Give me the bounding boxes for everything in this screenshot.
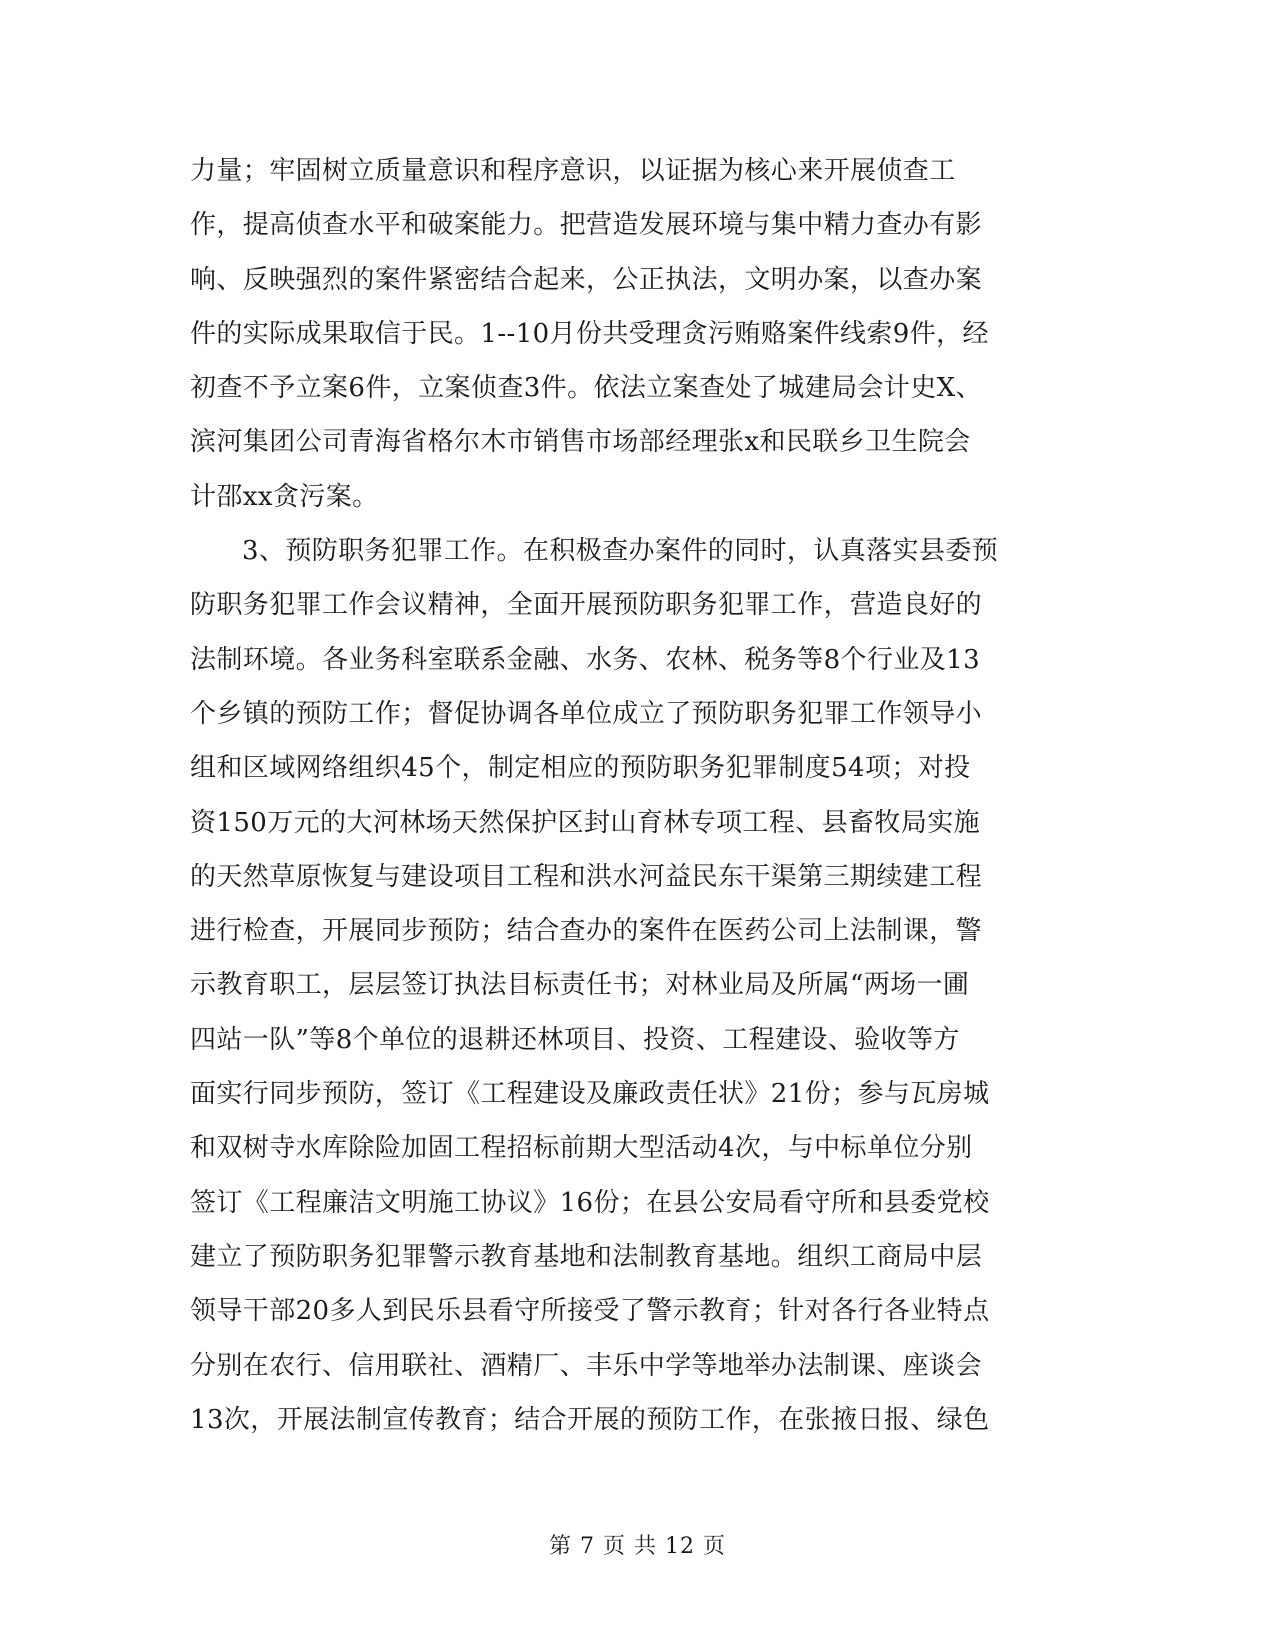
text-line: 作，提高侦查水平和破案能力。把营造发展环境与集中精力查办有影 [190,210,983,241]
text-line: 计邵xx贪污案。 [190,481,379,512]
text-line: 滨河集团公司青海省格尔木市销售市场部经理张x和民联乡卫生院会 [190,427,971,458]
text-line: 和双树寺水库除险加固工程招标前期大型活动4次，与中标单位分别 [190,1133,973,1164]
text-line: 响、反映强烈的案件紧密结合起来，公正执法，文明办案，以查办案 [190,264,983,295]
text-line: 领导干部20多人到民乐县看守所接受了警示教育；针对各行各业特点 [190,1296,990,1327]
text-line: 法制环境。各业务科室联系金融、水务、农林、税务等8个行业及13 [190,644,981,675]
body-text [190,144,1090,1447]
text-line: 四站一队”等8个单位的退耕还林项目、投资、工程建设、验收等方 [190,1024,960,1055]
text-line: 13次，开展法制宣传教育；结合开展的预防工作，在张掖日报、绿色 [190,1404,990,1435]
text-line: 进行检查，开展同步预防；结合查办的案件在医药公司上法制课，警 [190,916,983,947]
paragraph-first-line: 3、预防职务犯罪工作。在积极查办案件的同时，认真落实县委预 [242,536,999,567]
text-line: 的天然草原恢复与建设项目工程和洪水河益民东干渠第三期续建工程 [190,861,983,892]
text-line: 示教育职工，层层签订执法目标责任书；对林业局及所属“两场一圃 [190,970,970,1001]
text-line: 组和区域网络组织45个，制定相应的预防职务犯罪制度54项；对投 [190,753,971,784]
text-line: 防职务犯罪工作会议精神，全面开展预防职务犯罪工作，营造良好的 [190,590,983,621]
text-line: 件的实际成果取信于民。1--10月份共受理贪污贿赂案件线索9件，经 [190,318,989,349]
text-line: 签订《工程廉洁文明施工协议》16份；在县公安局看守所和县委党校 [190,1187,990,1218]
text-line: 资150万元的大河林场天然保护区封山育林专项工程、县畜牧局实施 [190,807,981,838]
text-line: 建立了预防职务犯罪警示教育基地和法制教育基地。组织工商局中层 [190,1241,983,1272]
text-line: 面实行同步预防，签订《工程建设及廉政责任状》21份；参与瓦房城 [190,1079,990,1110]
text-line: 力量；牢固树立质量意识和程序意识，以证据为核心来开展侦查工 [190,156,956,186]
text-line: 个乡镇的预防工作；督促协调各单位成立了预防职务犯罪工作领导小 [190,698,983,729]
text-line: 分别在农行、信用联社、酒精厂、丰乐中学等地举办法制课、座谈会 [190,1350,983,1381]
text-line: 初查不予立案6件，立案侦查3件。依法立案查处了城建局会计史X、 [190,373,982,404]
page-number-footer: 第 7 页 共 12 页 [549,1534,726,1559]
